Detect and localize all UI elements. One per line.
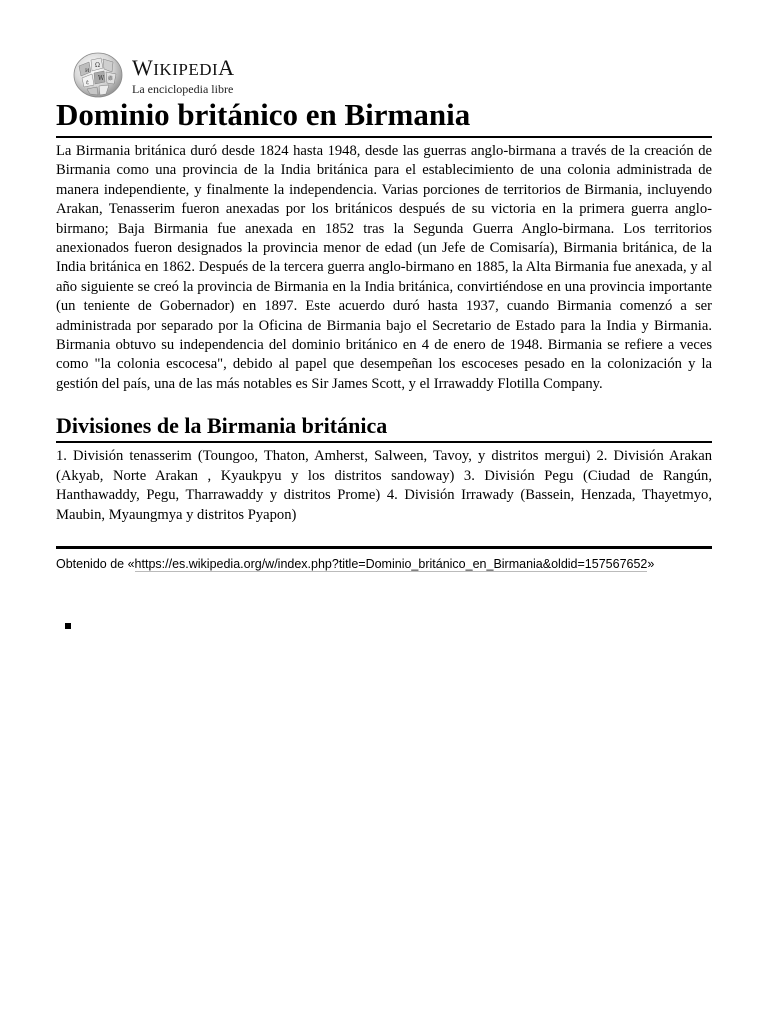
retrieved-from <box>56 556 712 572</box>
retrieved-suffix: » <box>647 556 655 571</box>
svg-text:Ω: Ω <box>95 62 100 69</box>
svg-text:И: И <box>85 68 90 74</box>
svg-text:ع: ع <box>86 79 89 85</box>
section-body-divisiones: 1. División tenasserim (Toungoo, Thaton, Amherst, Salween, Tavoy, y distritos mergui) 2. División Arakan (Akyab, Norte Arakan , Kyaukpyu y los distritos sandoway) 3. División Pegu (Ciudad de Rangún, Hanthawaddy, Pegu, Tharrawaddy y distritos Prome) 4. División Irrawady (Bassein, Henzada, Thayetmyo, Maubin, Myaungmya y distritos Pyapon) <box>56 448 712 523</box>
svg-text:W: W <box>98 75 105 82</box>
tagline: La enciclopedia libre <box>132 81 234 96</box>
section-heading-divisiones: Divisiones de la Birmania británica <box>56 412 712 443</box>
list-bullet <box>65 623 71 629</box>
retrieved-prefix: Obtenido de « <box>56 556 135 571</box>
page-title: Dominio británico en Birmania <box>56 96 712 138</box>
wikipedia-globe-icon <box>73 52 123 98</box>
svg-text:維: 維 <box>108 76 114 82</box>
article-content <box>56 96 712 572</box>
retrieved-url-link[interactable]: https://es.wikipedia.org/w/index.php?title=Dominio_británico_en_Birmania&oldid=157567652 <box>134 556 648 571</box>
wikipedia-logo[interactable] <box>73 52 235 98</box>
brand-name: WIKIPEDIA <box>132 54 235 80</box>
footer-divider <box>56 546 712 549</box>
wordmark <box>132 54 235 96</box>
intro-paragraph: La Birmania británica duró desde 1824 hasta 1948, desde las guerras anglo-birmana a través de la creación de Birmania como una provincia de la India británica para el establecimiento de una colonia administrada de manera independiente, y finalmente la independencia. Varias porciones de territorios de Birmania, incluyendo Arakan, Tenasserim fueron anexadas por los británicos después de su victoria en la primera guerra anglo-birmano; Baja Birmania fue anexada en 1852 tras la Segunda Guerra Anglo-birmana. Los territorios anexionados fueron designados la provincia menor de edad (un Jefe de Comisaría), Birmania británica, de la India británica en 1862. Después de la tercera guerra anglo-birmano en 1885, la Alta Birmania fue anexada, y al año siguiente se creó la provincia de Birmania en la India británica, convirtiéndose en una provincia importante (un teniente de Gobernador) en 1897. Este acuerdo duró hasta 1937, cuando Birmania comenzó a ser administrada por separado por la Oficina de Birmania bajo el Secretario de Estado para la India y Birmania. Birmania obtuvo su independencia del dominio británico en 4 de enero de 1948. Birmania se refiere a veces como "la colonia escocesa", debido al papel que desempeñan los escoceses pesado en la colonización y la gestión del país, una de las más notables es Sir James Scott, y el Irrawaddy Flotilla Company. <box>56 143 712 392</box>
